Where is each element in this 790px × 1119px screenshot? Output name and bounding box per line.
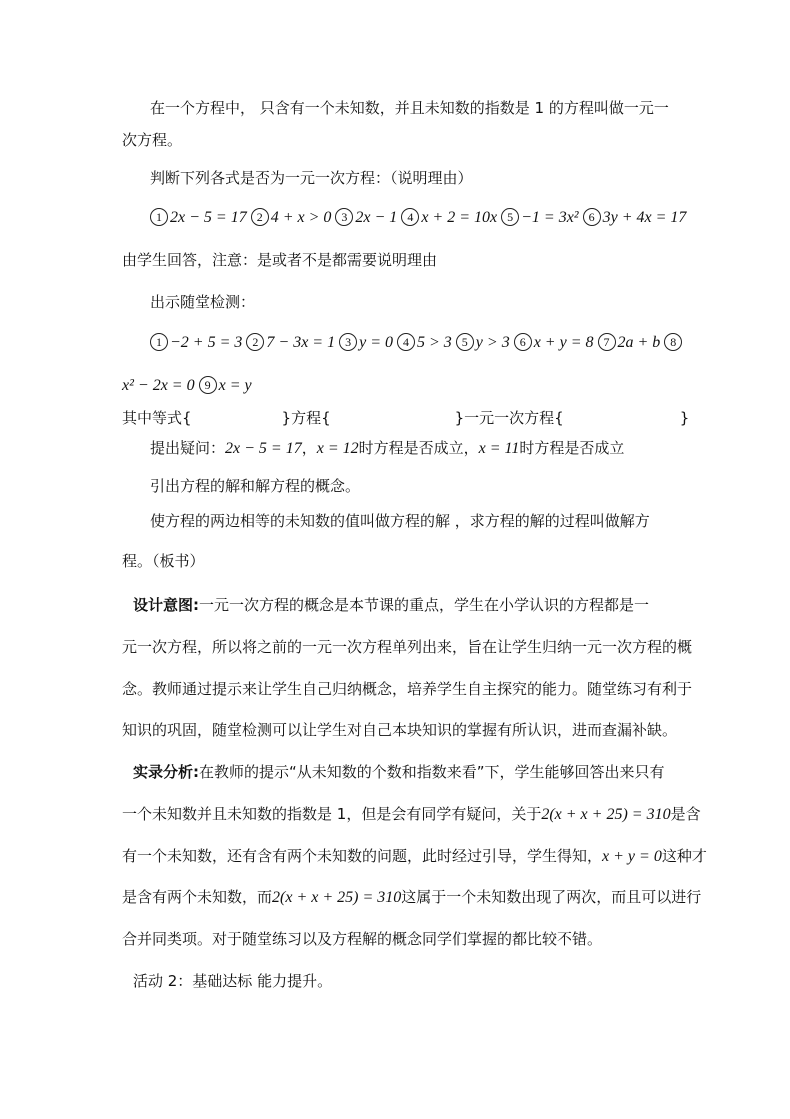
circled-number: 2 <box>251 208 269 226</box>
analysis-text3a: 有一个未知数，还有含有两个未知数的问题，此时经过引导，学生得知， <box>122 847 603 865</box>
classification-blanks <box>122 407 689 429</box>
equation-expression: 5 > 3 <box>417 334 452 351</box>
equation-item <box>501 209 579 226</box>
analysis-text1: 在教师的提示“从未知数的个数和指数来看”下，学生能够回答出来只有 <box>199 763 665 781</box>
equation-item <box>335 209 397 226</box>
student-answer-note: 由学生回答，注意：是或者不是都需要说明理由 <box>122 251 438 269</box>
design-intent-line3: 念。教师通过提示来让学生自己归纳概念，培养学生自主探究的能力。随堂练习有利于 <box>122 680 693 698</box>
question-suffix: 时方程是否成立 <box>519 439 625 457</box>
equation-expression: 2x − 5 = 17 <box>170 209 247 226</box>
circled-number: 1 <box>150 333 168 351</box>
equation-item <box>397 334 452 351</box>
blank-label-linear: }一元一次方程{ <box>454 409 564 427</box>
analysis-line4 <box>122 886 701 909</box>
question-equation: 2x − 5 = 17 <box>225 440 302 457</box>
equation-expression: −2 + 5 = 3 <box>170 334 243 351</box>
blank-label-equality: 其中等式{ <box>122 409 192 427</box>
circled-number: 8 <box>664 333 682 351</box>
equation-item <box>199 377 252 394</box>
question-value-2: x = 11 <box>478 440 520 457</box>
equation-expression: x + y = 8 <box>533 334 594 351</box>
equation-item <box>122 377 195 394</box>
analysis-text4a: 是含有两个未知数，而 <box>122 888 273 906</box>
equation-expression: x² − 2x = 0 <box>122 377 195 394</box>
equation-list-2 <box>150 332 688 354</box>
equation-item <box>251 209 332 226</box>
equation-expression: x + 2 = 10x <box>421 209 498 226</box>
equation-expression: 3y + 4x = 17 <box>602 209 687 226</box>
analysis-text2b: 是含 <box>670 805 701 823</box>
circled-number: 4 <box>401 208 419 226</box>
circled-number: 1 <box>150 208 168 226</box>
equation-item <box>583 209 687 226</box>
equation-expression: x = y <box>218 377 252 394</box>
paragraph-definition-line1: 在一个方程中， 只含有一个未知数，并且未知数的指数是 1 的方程叫做一元一 <box>150 99 669 117</box>
equation-expression: 2a + b <box>617 334 661 351</box>
analysis-line2 <box>122 803 701 826</box>
equation-expression: −1 = 3x² <box>521 209 579 226</box>
equation-expression: y > 3 <box>475 334 510 351</box>
quiz-heading: 出示随堂检测： <box>150 293 256 311</box>
circled-number: 7 <box>598 333 616 351</box>
activity-heading: 活动 2：基础达标 能力提升。 <box>133 972 333 990</box>
analysis-line5: 合并同类项。对于随堂练习以及方程解的概念同学们掌握的都比较不错。 <box>122 930 603 948</box>
design-intent-line2: 元一次方程，所以将之前的一元一次方程单列出来，旨在让学生归纳一元一次方程的概 <box>122 638 693 656</box>
analysis-equation-3: 2(x + x + 25) = 310 <box>272 889 402 906</box>
analysis-text3b: 这种才 <box>661 847 707 865</box>
equation-item <box>456 334 510 351</box>
equation-list-3 <box>122 375 256 397</box>
equation-item <box>150 209 247 226</box>
equation-item <box>339 334 393 351</box>
circled-number: 3 <box>335 208 353 226</box>
analysis-line3 <box>122 845 707 868</box>
circled-number: 6 <box>583 208 601 226</box>
circled-number: 6 <box>514 333 532 351</box>
solution-intro: 引出方程的解和解方程的概念。 <box>150 477 361 495</box>
judge-instruction: 判断下列各式是否为一元一次方程：（说明理由） <box>150 169 473 187</box>
equation-item <box>598 334 661 351</box>
circled-number: 5 <box>456 333 474 351</box>
solution-definition-line2: 程。（板书） <box>122 552 205 570</box>
question-line <box>150 437 624 460</box>
equation-item <box>246 334 335 351</box>
analysis-equation-2: x + y = 0 <box>602 848 662 865</box>
analysis-line1 <box>133 761 665 783</box>
circled-number: 3 <box>339 333 357 351</box>
question-middle: 时方程是否成立， <box>358 439 479 457</box>
equation-expression: 2x − 1 <box>355 209 398 226</box>
question-value-1: x = 12 <box>316 440 359 457</box>
blank-close: } <box>679 409 690 427</box>
equation-item <box>150 334 242 351</box>
question-prefix: 提出疑问： <box>150 439 226 457</box>
equation-item <box>401 209 497 226</box>
circled-number: 9 <box>199 376 217 394</box>
design-intent-text1: 一元一次方程的概念是本节课的重点，学生在小学认识的方程都是一 <box>199 596 650 614</box>
design-intent-label: 设计意图: <box>133 596 199 614</box>
analysis-label: 实录分析: <box>133 763 199 781</box>
design-intent-line4: 知识的巩固，随堂检测可以让学生对自己本块知识的掌握有所认识，进而查漏补缺。 <box>122 721 678 739</box>
analysis-text2a: 一个未知数并且未知数的指数是 1，但是会有同学有疑问，关于 <box>122 805 542 823</box>
circled-number: 4 <box>397 333 415 351</box>
circled-number: 2 <box>246 333 264 351</box>
circled-number: 5 <box>501 208 519 226</box>
analysis-equation-1: 2(x + x + 25) = 310 <box>541 806 671 823</box>
analysis-text4b: 这属于一个未知数出现了两次，而且可以进行 <box>401 888 702 906</box>
solution-definition-line1: 使方程的两边相等的未知数的值叫做方程的解 ，求方程的解的过程叫做解方 <box>150 512 650 530</box>
equation-expression: 7 − 3x = 1 <box>266 334 336 351</box>
paragraph-definition-line2: 次方程。 <box>122 131 183 149</box>
blank-label-equation: }方程{ <box>281 409 331 427</box>
equation-expression: 4 + x > 0 <box>270 209 332 226</box>
equation-expression: y = 0 <box>359 334 393 351</box>
equation-item <box>664 334 684 351</box>
question-separator: ， <box>301 439 317 457</box>
design-intent-line1 <box>133 594 649 616</box>
equation-list-1 <box>150 207 690 229</box>
equation-item <box>514 334 594 351</box>
